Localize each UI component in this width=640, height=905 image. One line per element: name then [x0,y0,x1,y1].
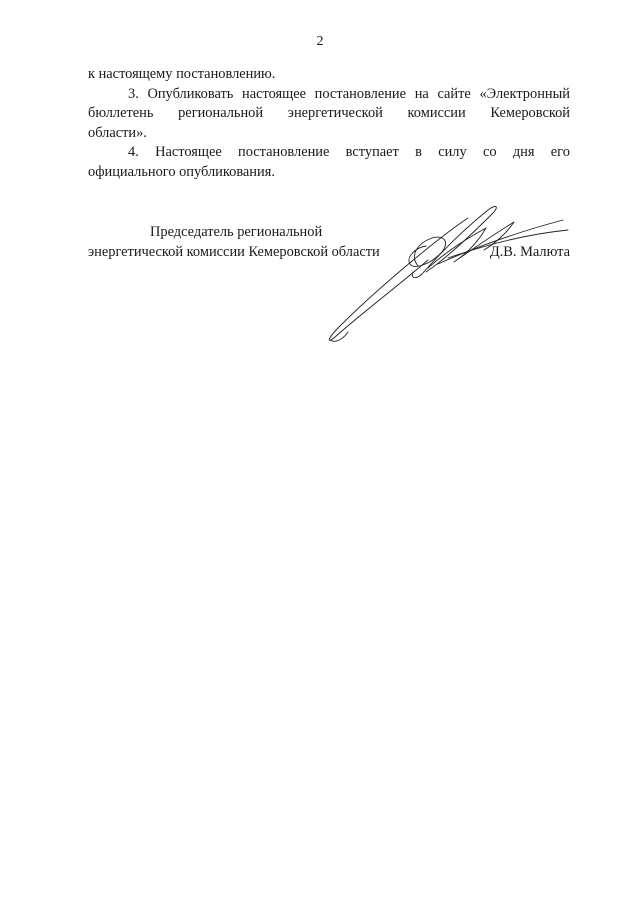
word: Кемеровской [490,105,570,121]
word: настоящее [242,85,306,102]
word: региональной [178,105,264,121]
paragraph-3-line-1 [88,85,570,105]
page-number: 2 [316,34,324,49]
word: 4. [128,144,139,160]
handwritten-signature [318,198,578,348]
word: 3. [128,85,139,102]
word: «Электронный [479,85,570,102]
word: бюллетень [88,105,154,121]
document-body [88,65,570,182]
word: на [414,85,429,102]
word: комиссии [407,105,466,121]
word: постановление [314,85,407,102]
signatory-name: Д.В. Малюта [489,243,570,260]
word: постановление [238,144,330,160]
signatory-title-line-2: энергетической комиссии Кемеровской области [88,243,380,260]
word: вступает [345,144,399,160]
word: со [482,144,497,160]
word: в [415,144,422,160]
paragraph-4-line-1 [88,143,570,163]
word: энергетической [287,105,383,121]
word: сайте [437,85,471,102]
signatory-title-line-1: Председатель региональной [150,224,323,240]
word: Опубликовать [147,85,234,102]
word: дня [512,144,535,160]
word: силу [438,144,467,160]
word: его [550,144,570,160]
paragraph-4-line-2: официального опубликования. [88,163,275,180]
paragraph-3-line-3: области». [88,124,147,141]
word: Настоящее [155,144,222,160]
paragraph-1-line: к настоящему постановлению. [88,66,276,82]
paragraph-3-line-2 [88,104,570,124]
